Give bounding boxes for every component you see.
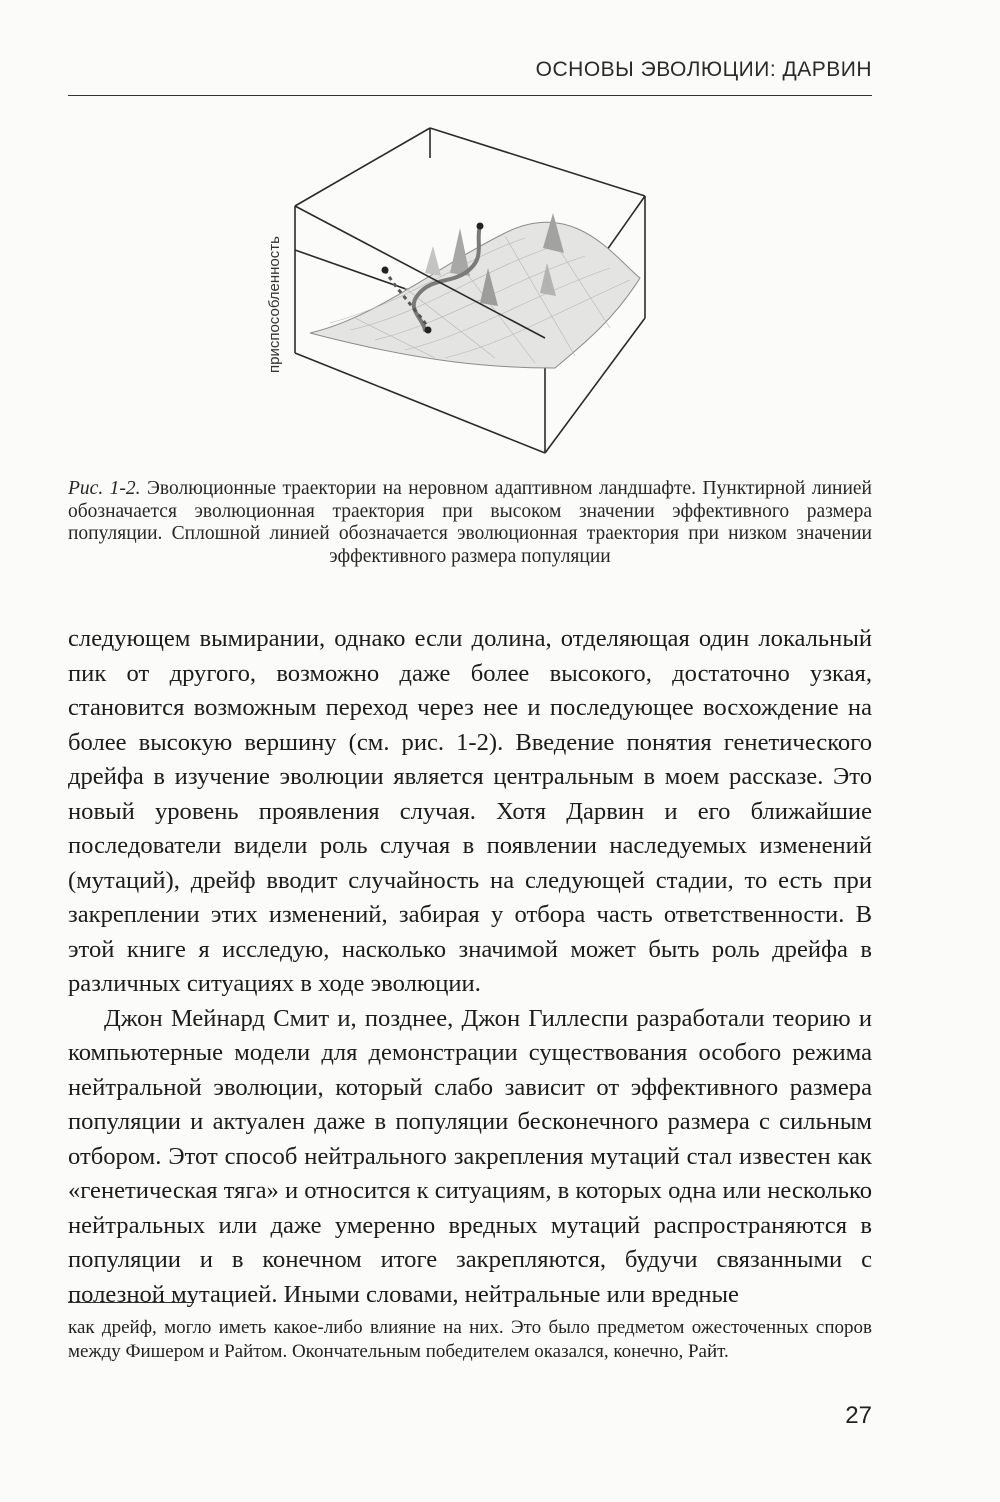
header-rule [68, 95, 872, 96]
footnote-rule [68, 1302, 194, 1303]
page-number: 27 [845, 1402, 872, 1429]
landscape-illustration [255, 118, 675, 468]
footnote: как дрейф, могло иметь какое-либо влияние на них. Это было предметом ожесточенных споров между Фишером и Райтом. Окончательным победителем оказался, конечно, Райт. [68, 1317, 872, 1362]
figure-adaptive-landscape [255, 118, 675, 468]
paragraph: Джон Мейнард Смит и, позднее, Джон Гиллеспи разработали теорию и компьютерные модели для демонстрации существования особого режима нейтральной эволюции, который слабо зависит от эффективного размера популяции и актуален даже в популяции бесконечного размера с сильным отбором. Этот способ нейтрального закрепления мутаций стал известен как «генетическая тяга» и относится к ситуациям, в которых одна или несколько нейтральных или даже умеренно вредных мутаций распространяются в популяции и в конечном итоге закрепляются, будучи связанными с полезной мутацией. Иными словами, нейтральные или вредные [68, 1004, 872, 1308]
caption-label: Рис. 1-2. [68, 478, 141, 499]
caption-text: Эволюционные траектории на неровном адаптивном ландшафте. Пунктирной линией обозначается эволюционная траектория при высоком значении эффективного размера популяции. Сплошной линией обозначается эволюционная траектория при низком значении эффективного размера популяции [68, 478, 872, 567]
figure-caption [68, 478, 872, 568]
paragraph: следующем вымирании, однако если долина, отделяющая один локальный пик от другого, возможно даже более высокого, достаточно узкая, становится возможным переход через нее и последующее восхождение на более высокую вершину (см. рис. 1-2). Введение понятия генетического дрейфа в изучение эволюции является центральным в моем рассказе. Это новый уровень проявления случая. Хотя Дарвин и его ближайшие последователи видели роль случая в появлении наследуемых изменений (мутаций), дрейф вводит случайность на следующей стадии, то есть при закреплении этих изменений, забирая у отбора часть ответственности. В этой книге я исследую, насколько значимой может быть роль дрейфа в различных ситуациях в ходе эволюции. [68, 625, 872, 997]
running-title: ОСНОВЫ ЭВОЛЮЦИИ: ДАРВИН [535, 58, 872, 81]
main-text [68, 622, 872, 1312]
axis-label-fitness: приспособленность [266, 236, 283, 373]
